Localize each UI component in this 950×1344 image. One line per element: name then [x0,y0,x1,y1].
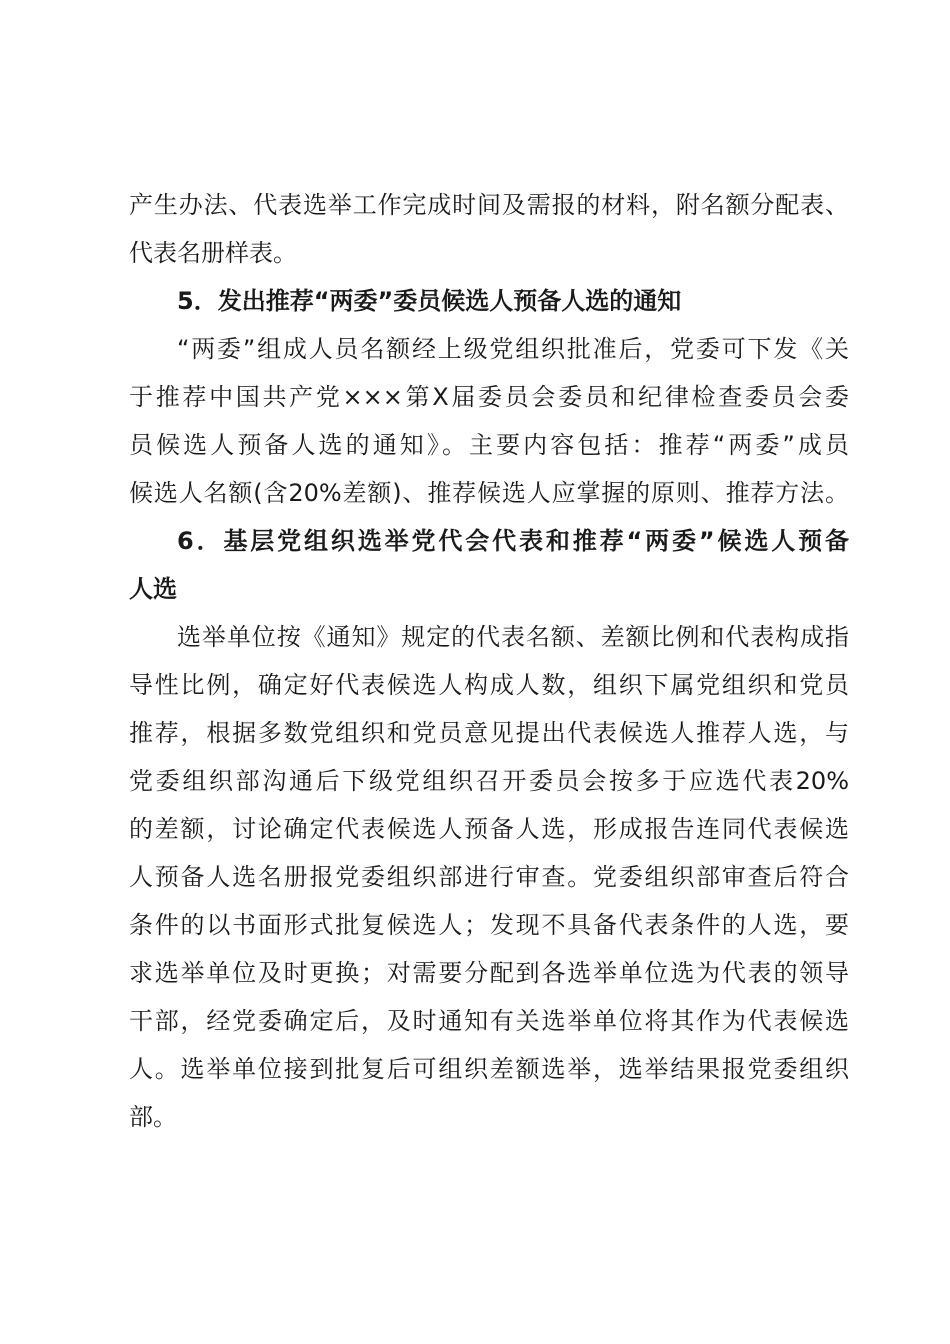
paragraph-line: 代表名册样表。 [129,239,297,267]
paragraph-line: 的差额，讨论确定代表候选人预备人选，形成报告连同代表候选 [129,815,849,843]
paragraph-line: 人预备人选名册报党委组织部进行审查。党委组织部审查后符合 [129,863,849,891]
paragraph-line: 导性比例，确定好代表候选人构成人数，组织下属党组织和党员 [129,671,849,699]
paragraph-line: 人。选举单位接到批复后可组织差额选举，选举结果报党委组织 [129,1055,849,1083]
paragraph-line: 选举单位按《通知》规定的代表名额、差额比例和代表构成指 [177,623,849,651]
paragraph-line: 部。 [129,1103,177,1131]
paragraph-line: 党委组织部沟通后下级党组织召开委员会按多于应选代表20% [129,767,849,795]
paragraph-line: 条件的以书面形式批复候选人；发现不具备代表条件的人选，要 [129,911,849,939]
section-6 [129,517,849,1141]
section-4-tail [129,181,849,277]
paragraph-line: 推荐，根据多数党组织和党员意见提出代表候选人推荐人选，与 [129,719,849,747]
section-heading: 5．发出推荐“两委”委员候选人预备人选的通知 [177,287,682,315]
section-heading: 6．基层党组织选举党代会代表和推荐“两委”候选人预备 [177,527,849,555]
section-heading-continued: 人选 [129,575,177,603]
paragraph-line: “两委”组成人员名额经上级党组织批准后，党委可下发《关 [177,335,849,363]
paragraph-line: 干部，经党委确定后，及时通知有关选举单位将其作为代表候选 [129,1007,849,1035]
paragraph-line: 候选人名额(含20%差额)、推荐候选人应掌握的原则、推荐方法。 [129,479,849,507]
paragraph-line: 求选举单位及时更换；对需要分配到各选举单位选为代表的领导 [129,959,849,987]
paragraph-line: 产生办法、代表选举工作完成时间及需报的材料，附名额分配表、 [129,191,849,219]
paragraph-line: 于推荐中国共产党×××第Ⅹ届委员会委员和纪律检查委员会委 [129,383,849,411]
paragraph-line: 员候选人预备人选的通知》。主要内容包括：推荐“两委”成员 [129,431,849,459]
document-page [129,181,849,1141]
section-5 [129,277,849,517]
